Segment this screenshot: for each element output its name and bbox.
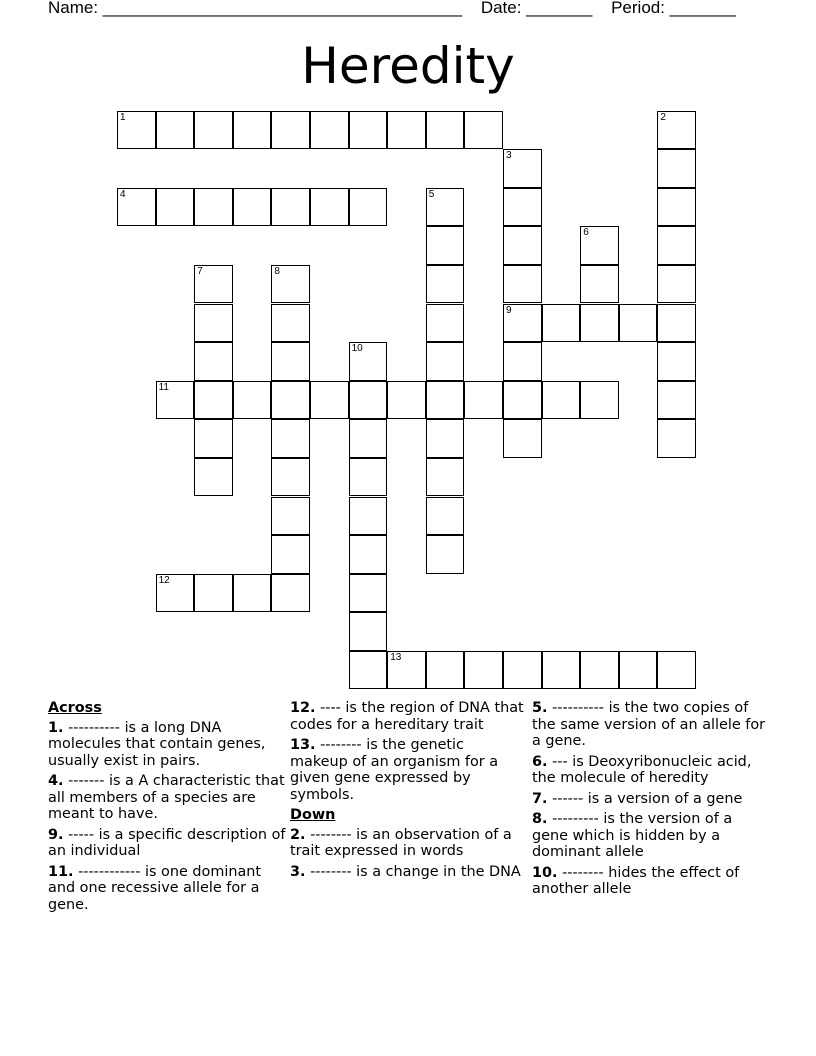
grid-cell[interactable] (194, 381, 233, 420)
grid-cell[interactable] (349, 574, 388, 613)
clue-text: ------------ is one dominant and one recessive allele for a gene. (48, 863, 262, 913)
grid-cell[interactable] (464, 381, 503, 420)
cell-number: 12 (158, 574, 170, 586)
grid-cell[interactable] (580, 381, 619, 420)
clue-text: ---------- is the two copies of the same version of an allele for a gene. (532, 700, 766, 749)
grid-cell[interactable] (156, 111, 195, 150)
cell-number: 1 (120, 111, 126, 123)
grid-cell[interactable] (310, 111, 349, 150)
clues-column-3 (532, 700, 766, 902)
grid-cell[interactable] (233, 574, 272, 613)
grid-cell[interactable] (657, 149, 696, 188)
grid-cell[interactable] (503, 149, 542, 188)
grid-cell[interactable] (117, 188, 156, 227)
name-field[interactable]: Name: ______________________________________ (48, 0, 463, 17)
clue-across-1 (48, 720, 286, 770)
clue-number: 6. (532, 753, 548, 770)
grid-cell[interactable] (657, 265, 696, 304)
clue-number: 12. (290, 700, 316, 716)
grid-cell[interactable] (503, 419, 542, 458)
grid-cell[interactable] (271, 304, 310, 343)
grid-cell[interactable] (426, 497, 465, 536)
grid-cell[interactable] (310, 381, 349, 420)
period-field[interactable]: Period: _______ (611, 0, 736, 17)
grid-cell[interactable] (194, 419, 233, 458)
clue-text: ---------- is a long DNA molecules that contain genes, usually exist in pairs. (48, 719, 266, 769)
clue-text: --- is Deoxyribonucleic acid, the molecule of heredity (532, 753, 752, 786)
clue-text: ------ is a version of a gene (552, 790, 743, 807)
grid-cell[interactable] (657, 226, 696, 265)
grid-cell[interactable] (426, 419, 465, 458)
grid-cell[interactable] (464, 111, 503, 150)
grid-cell[interactable] (657, 304, 696, 343)
grid-cell[interactable] (271, 535, 310, 574)
grid-cell[interactable] (580, 265, 619, 304)
grid-cell[interactable] (271, 458, 310, 497)
clue-number: 3. (290, 863, 306, 880)
grid-cell[interactable] (619, 304, 658, 343)
grid-cell[interactable] (387, 651, 426, 690)
grid-cell[interactable] (657, 381, 696, 420)
grid-cell[interactable] (194, 458, 233, 497)
grid-cell[interactable] (156, 381, 195, 420)
grid-cell[interactable] (657, 111, 696, 150)
grid-cell[interactable] (349, 535, 388, 574)
grid-cell[interactable] (271, 574, 310, 613)
grid-cell[interactable] (310, 188, 349, 227)
clue-down-5 (532, 700, 766, 750)
grid-cell[interactable] (426, 651, 465, 690)
clue-text: -------- is a change in the DNA (310, 863, 521, 880)
cell-number: 7 (197, 265, 203, 277)
grid-cell[interactable] (271, 497, 310, 536)
clue-text: ------- is a A characteristic that all members of a species are meant to have. (48, 773, 285, 822)
clue-number: 4. (48, 773, 64, 789)
clue-text: -------- is an observation of a trait expressed in words (290, 826, 512, 859)
grid-cell[interactable] (580, 226, 619, 265)
grid-cell[interactable] (387, 381, 426, 420)
down-heading: Down (290, 807, 336, 823)
clue-across-12 (290, 700, 524, 733)
cell-number: 3 (506, 150, 512, 162)
clue-number: 10. (532, 864, 558, 881)
grid-cell[interactable] (387, 111, 426, 150)
grid-cell[interactable] (271, 265, 310, 304)
grid-cell[interactable] (464, 651, 503, 690)
clue-down-7 (532, 791, 766, 808)
grid-cell[interactable] (580, 651, 619, 690)
clues-column-1 (48, 700, 286, 917)
cell-number: 13 (390, 651, 402, 663)
grid-cell[interactable] (426, 188, 465, 227)
grid-cell[interactable] (349, 651, 388, 690)
grid-cell[interactable] (194, 304, 233, 343)
clue-text: ---- is the region of DNA that codes for a hereditary trait (290, 700, 524, 733)
across-heading: Across (48, 700, 102, 716)
grid-cell[interactable] (194, 265, 233, 304)
cell-number: 8 (274, 265, 280, 277)
clue-across-11 (48, 864, 286, 914)
page-title: Heredity (301, 37, 515, 95)
grid-cell[interactable] (426, 226, 465, 265)
grid-cell[interactable] (542, 381, 581, 420)
grid-cell[interactable] (503, 265, 542, 304)
clue-down-2 (290, 827, 524, 860)
grid-cell[interactable] (271, 419, 310, 458)
grid-cell[interactable] (426, 265, 465, 304)
grid-cell[interactable] (426, 111, 465, 150)
clue-number: 8. (532, 811, 548, 827)
grid-cell[interactable] (156, 574, 195, 613)
clue-number: 5. (532, 700, 548, 716)
clue-text: ----- is a specific description of an individual (48, 826, 286, 859)
clue-number: 13. (290, 737, 316, 753)
grid-cell[interactable] (349, 381, 388, 420)
grid-cell[interactable] (503, 304, 542, 343)
grid-cell[interactable] (271, 381, 310, 420)
grid-cell[interactable] (194, 574, 233, 613)
clue-number: 2. (290, 826, 306, 843)
grid-cell[interactable] (194, 188, 233, 227)
grid-cell[interactable] (349, 612, 388, 651)
grid-cell[interactable] (503, 188, 542, 227)
cell-number: 6 (583, 227, 589, 239)
grid-cell[interactable] (657, 342, 696, 381)
grid-cell[interactable] (503, 226, 542, 265)
grid-cell[interactable] (349, 458, 388, 497)
grid-cell[interactable] (349, 111, 388, 150)
grid-cell[interactable] (194, 111, 233, 150)
grid-cell[interactable] (503, 651, 542, 690)
grid-cell[interactable] (426, 342, 465, 381)
date-field[interactable]: Date: _______ (480, 0, 593, 17)
grid-cell[interactable] (233, 188, 272, 227)
grid-cell[interactable] (156, 188, 195, 227)
clue-down-10 (532, 865, 766, 898)
cell-number: 2 (660, 111, 666, 123)
clue-number: 7. (532, 790, 548, 807)
grid-cell[interactable] (503, 342, 542, 381)
grid-cell[interactable] (194, 342, 233, 381)
grid-cell[interactable] (657, 419, 696, 458)
cell-number: 4 (120, 188, 126, 200)
grid-cell[interactable] (657, 651, 696, 690)
clues-column-2 (290, 700, 524, 884)
clue-down-8 (532, 811, 766, 861)
grid-cell[interactable] (349, 419, 388, 458)
clue-across-13 (290, 737, 524, 803)
cell-number: 11 (158, 381, 169, 393)
clue-across-9 (48, 827, 286, 860)
grid-cell[interactable] (542, 651, 581, 690)
grid-cell[interactable] (426, 458, 465, 497)
cell-number: 10 (351, 343, 363, 355)
clue-text: -------- is the genetic makeup of an organism for a given gene expressed by symbols. (290, 737, 499, 803)
grid-cell[interactable] (349, 342, 388, 381)
grid-cell[interactable] (619, 651, 658, 690)
grid-cell[interactable] (271, 188, 310, 227)
grid-cell[interactable] (580, 304, 619, 343)
grid-cell[interactable] (233, 381, 272, 420)
clue-down-3 (290, 864, 524, 881)
grid-cell[interactable] (426, 535, 465, 574)
grid-cell[interactable] (271, 111, 310, 150)
grid-cell[interactable] (426, 304, 465, 343)
cell-number: 5 (428, 188, 435, 200)
grid-cell[interactable] (271, 342, 310, 381)
clue-number: 1. (48, 719, 64, 736)
clue-down-6 (532, 754, 766, 787)
grid-cell[interactable] (349, 497, 388, 536)
clue-text: -------- hides the effect of another allele (532, 864, 740, 897)
grid-cell[interactable] (542, 304, 581, 343)
clue-text: --------- is the version of a gene which is hidden by a dominant allele (532, 811, 733, 860)
clue-number: 11. (48, 863, 74, 880)
grid-cell[interactable] (117, 111, 156, 150)
grid-cell[interactable] (349, 188, 388, 227)
clue-number: 9. (48, 826, 64, 843)
cell-number: 9 (506, 304, 512, 316)
grid-cell[interactable] (233, 111, 272, 150)
grid-cell[interactable] (426, 381, 465, 420)
grid-cell[interactable] (503, 381, 542, 420)
clue-across-4 (48, 773, 286, 823)
grid-cell[interactable] (657, 188, 696, 227)
